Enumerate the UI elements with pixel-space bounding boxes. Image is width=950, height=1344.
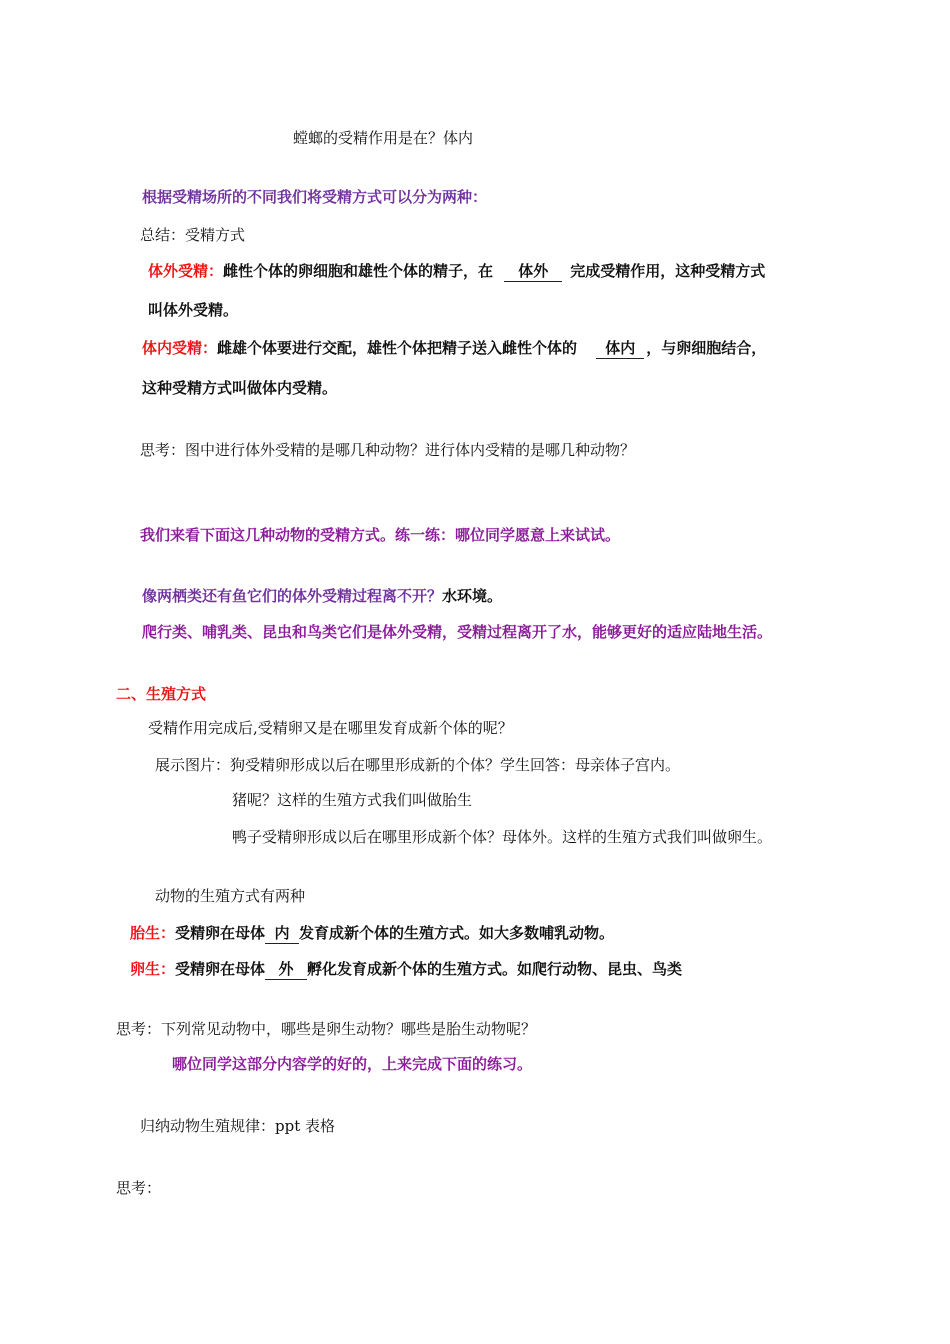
oviparous-text-a: 受精卵在母体 [175,960,266,978]
think-question-1: 思考：图中进行体外受精的是哪几种动物？进行体内受精的是哪几种动物？ [140,441,636,459]
external-fertilization-def [148,261,765,282]
intro-two-types: 根据受精场所的不同我们将受精方式可以分为两种： [142,188,488,206]
amphibian-answer: 水环境。 [442,587,503,605]
internal-fertilization-text-a: 雌雄个体要进行交配，雄性个体把精子送入雌性个体的 [217,339,578,357]
amphibian-question-text: 像两栖类还有鱼它们的体外受精过程离不开？ [142,587,443,605]
summary-heading: 总结：受精方式 [140,226,246,244]
external-fertilization-blank: 体外 [504,261,562,282]
two-methods-heading: 动物的生殖方式有两种 [155,887,306,905]
oviparous-def [130,959,682,980]
viviparous-def [130,923,614,944]
internal-fertilization-blank: 体内 [596,338,644,359]
amphibian-question [142,586,502,606]
practice-prompt-2: 哪位同学这部分内容学的好的，上来完成下面的练习。 [172,1055,533,1073]
think-label: 思考： [116,1179,162,1197]
practice-prompt-1: 我们来看下面这几种动物的受精方式。练一练：哪位同学愿意上来试试。 [140,526,621,544]
reptile-statement: 爬行类、哺乳类、昆虫和鸟类它们是体外受精，受精过程离开了水，能够更好的适应陆地生活。 [142,623,773,641]
viviparous-text-b: 发育成新个体的生殖方式。如大多数哺乳动物。 [299,924,615,942]
dog-example: 展示图片：狗受精卵形成以后在哪里形成新的个体？学生回答：母亲体子宫内。 [155,756,681,774]
development-question: 受精作用完成后,受精卵又是在哪里发育成新个体的呢？ [148,719,513,737]
summary-rules: 归纳动物生殖规律：ppt 表格 [140,1117,336,1135]
external-fertilization-text-a: 雌性个体的卵细胞和雄性个体的精子，在 [223,262,494,280]
duck-example: 鸭子受精卵形成以后在哪里形成新个体？母体外。这样的生殖方式我们叫做卵生。 [232,828,773,846]
think-question-2: 思考：下列常见动物中，哪些是卵生动物？哪些是胎生动物呢？ [116,1020,537,1038]
external-fertilization-term: 体外受精： [148,262,224,280]
internal-fertilization-def [142,338,766,359]
question-mantis: 螳螂的受精作用是在？体内 [293,129,474,147]
external-fertilization-text-b: 完成受精作用，这种受精方式 [570,262,766,280]
pig-example: 猪呢？这样的生殖方式我们叫做胎生 [232,791,473,809]
internal-fertilization-text-b: ，与卵细胞结合， [646,339,767,357]
external-fertilization-def-cont: 叫体外受精。 [148,301,239,319]
oviparous-blank: 外 [265,959,307,980]
internal-fertilization-def-cont: 这种受精方式叫做体内受精。 [142,379,338,397]
viviparous-term: 胎生： [130,924,176,942]
viviparous-text-a: 受精卵在母体 [175,924,266,942]
oviparous-term: 卵生： [130,960,176,978]
internal-fertilization-term: 体内受精： [142,339,218,357]
oviparous-text-b: 孵化发育成新个体的生殖方式。如爬行动物、昆虫、鸟类 [307,960,683,978]
section-heading-reproduction: 二、生殖方式 [116,685,207,703]
viviparous-blank: 内 [265,923,299,944]
